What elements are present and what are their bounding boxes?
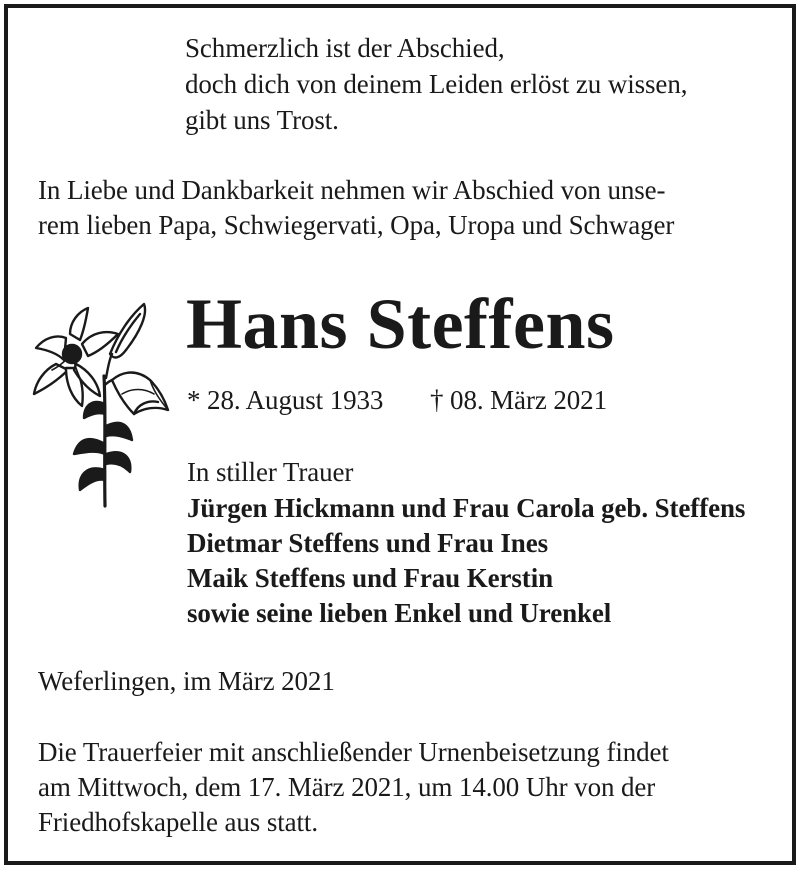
obituary-notice <box>4 4 796 865</box>
birth-date: * 28. August 1933 <box>187 385 384 415</box>
lily-flower-icon <box>26 294 176 510</box>
poem-line-2: doch dich von deinem Leiden erlöst zu wissen, <box>185 69 688 99</box>
place-date: Weferlingen, im März 2021 <box>38 666 335 696</box>
service-line-2: am Mittwoch, dem 17. März 2021, um 14.00 Uhr von der <box>38 772 656 802</box>
mourner-line-3: Maik Steffens und Frau Kerstin <box>187 563 554 593</box>
intro-line-2: rem lieben Papa, Schwiegervati, Opa, Uropa und Schwager <box>38 210 675 240</box>
mourners-heading: In stiller Trauer <box>187 457 354 487</box>
poem-line-3: gibt uns Trost. <box>185 105 339 135</box>
poem-line-1: Schmerzlich ist der Abschied, <box>185 33 505 63</box>
service-line-1: Die Trauerfeier mit anschließender Urnenbeisetzung findet <box>38 737 669 767</box>
mourner-line-1: Jürgen Hickmann und Frau Carola geb. Steffens <box>187 493 746 523</box>
mourner-line-4: sowie seine lieben Enkel und Urenkel <box>187 598 612 628</box>
intro-line-1: In Liebe und Dankbarkeit nehmen wir Abschied von unse- <box>38 175 666 205</box>
mourner-line-2: Dietmar Steffens und Frau Ines <box>187 528 548 558</box>
death-date: † 08. März 2021 <box>430 385 607 415</box>
deceased-name: Hans Steffens <box>186 284 615 364</box>
service-line-3: Friedhofskapelle aus statt. <box>38 807 318 837</box>
